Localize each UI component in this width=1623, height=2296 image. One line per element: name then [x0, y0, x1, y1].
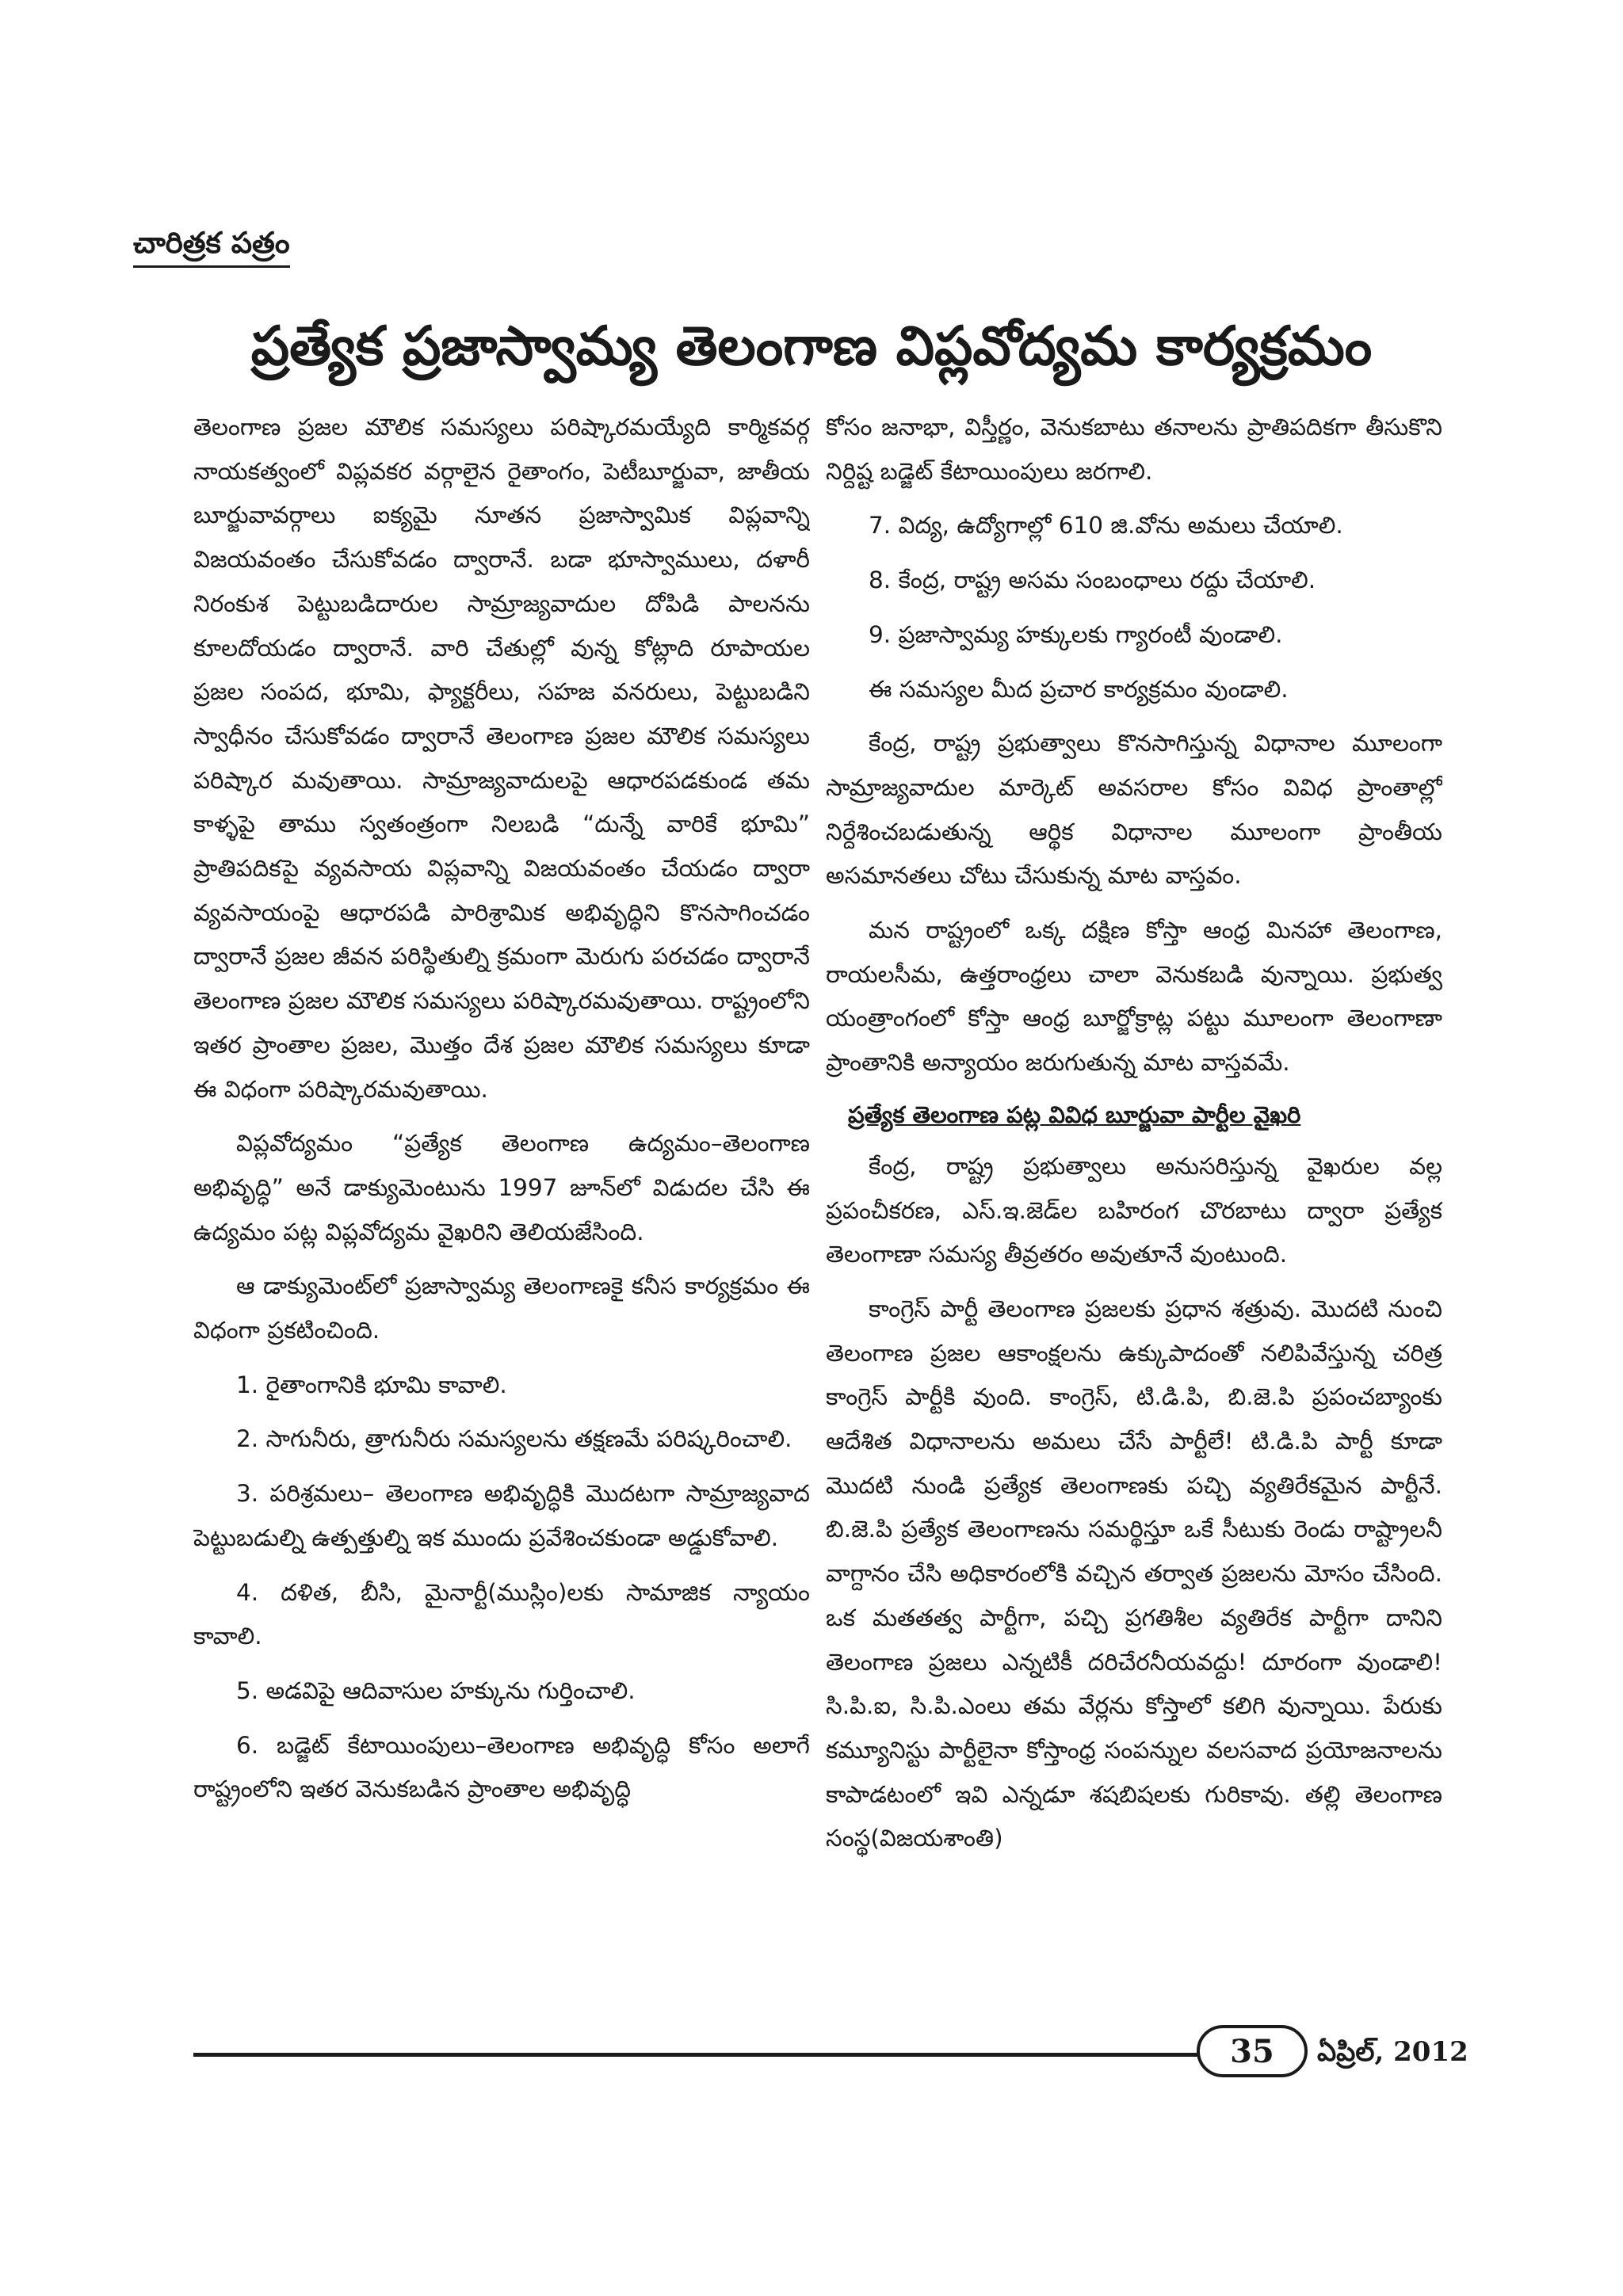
paragraph-intro: తెలంగాణ ప్రజల మౌలిక సమస్యలు పరిష్కారమయ్యేది కార్మికవర్గ నాయకత్వంలో విప్లవకర వర్గాలైన రైతాంగం, పెటీబూర్జువా, జాతీయ బూర్జువావర్గాలు ఐక్యమై నూతన ప్రజాస్వామిక విప్లవాన్ని విజయవంతం చేసుకోవడం ద్వారానే. బడా భూస్వాములు, దళారీ నిరంకుశ పెట్టుబడిదారుల సామ్రాజ్యవాదుల దోపిడి పాలనను కూలదోయడం ద్వారానే. వారి చేతుల్లో వున్న కోట్లాది రూపాయల ప్రజల సంపద, భూమి, ఫ్యాక్టరీలు, సహజ వనరులు, పెట్టుబడిని స్వాధీనం చేసుకోవడం ద్వారానే తెలంగాణ ప్రజల మౌలిక సమస్యలు పరిష్కార మవుతాయి. సామ్రాజ్యవాదులపై ఆధారపడకుండ తమ కాళ్ళపై తాము స్వతంత్రంగా నిలబడి “దున్నే వారికే భూమి” ప్రాతిపదికపై వ్యవసాయ విప్లవాన్ని విజయవంతం చేయడం ద్వారా వ్యవసాయంపై ఆధారపడి పారిశ్రామిక అభివృద్ధిని కొనసాగించడం ద్వారానే ప్రజల జీవన పరిస్థితుల్ని క్రమంగా మెరుగు పరచడం ద్వారానే తెలంగాణ ప్రజల మౌలిక సమస్యలు పరిష్కారమవుతాయి. రాష్ట్రంలోని ఇతర ప్రాంతాల ప్రజల, మొత్తం దేశ ప్రజల మౌలిక సమస్యలు కూడా ఈ విధంగా పరిష్కారమవుతాయి.	[193, 414, 810, 1103]
footer-divider	[193, 2053, 1198, 2057]
left-column	[193, 406, 810, 2003]
article-title: ప్రత్యేక ప్రజాస్వామ్య తెలంగాణ విప్లవోద్యమ కార్యక్రమం	[250, 315, 1373, 378]
paragraph-campaign: ఈ సమస్యల మీద ప్రచార కార్యక్రమం వుండాలి.	[869, 675, 1289, 703]
paragraph-stance: కేంద్ర, రాష్ట్ర ప్రభుత్వాలు అనుసరిస్తున్న వైఖరుల వల్ల ప్రపంచీకరణ, ఎస్.ఇ.జెడ్‌ల బహిరంగ చొరబాటు ద్వారా ప్రత్యేక తెలంగాణా సమస్య తీవ్రతరం అవుతూనే వుంటుంది.	[826, 1152, 1442, 1268]
subheading-party-stances: ప్రత్యేక తెలంగాణ పట్ల వివిధ బూర్జువా పార్టీల వైఖరి	[848, 1100, 1301, 1128]
program-item-8: 8. కేంద్ర, రాష్ట్ర అసమ సంబంధాలు రద్దు చేయాలి.	[869, 566, 1316, 594]
program-item-5: 5. అడవిపై ఆదివాసుల హక్కును గుర్తించాలి.	[236, 1676, 636, 1704]
issue-date: ఏప్రిల్, 2012	[1317, 2036, 1468, 2068]
paragraph-state: మన రాష్ట్రంలో ఒక్క దక్షిణ కోస్తా ఆంధ్ర మినహా తెలంగాణ, రాయలసీమ, ఉత్తరాంధ్రలు చాలా వెనుకబడి వున్నాయి. ప్రభుత్వ యంత్రాంగంలో కోస్తా ఆంధ్ర బూర్జోక్రాట్ల పట్టు మూలంగా తెలంగాణా ప్రాంతానికి అన్యాయం జరుగుతున్న మాట వాస్తవమే.	[826, 917, 1442, 1077]
program-item-2: 2. సాగునీరు, త్రాగునీరు సమస్యలను తక్షణమే పరిష్కరించాలి.	[236, 1425, 792, 1453]
program-item-1: 1. రైతాంగానికి భూమి కావాలి.	[236, 1371, 507, 1398]
section-label: చారిత్రక పత్రం	[133, 224, 290, 268]
paragraph-program-intro: ఆ డాక్యుమెంట్‌లో ప్రజాస్వామ్య తెలంగాణకై కనీస కార్యక్రమం ఈ విధంగా ప్రకటించింది.	[193, 1272, 810, 1344]
program-item-7: 7. విద్య, ఉద్యోగాల్లో 610 జి.వోను అమలు చేయాలి.	[869, 512, 1343, 540]
program-item-6: 6. బడ్జెట్ కేటాయింపులు–తెలంగాణ అభివృద్ధి కోసం అలాగే రాష్ట్రంలోని ఇతర వెనుకబడిన ప్రాంతాల అభివృద్ధి	[193, 1731, 810, 1803]
program-item-3: 3. పరిశ్రమలు– తెలంగాణ అభివృద్ధికి మొదటగా సామ్రాజ్యవాద పెట్టుబడుల్ని ఉత్పత్తుల్ని ఇక ముందు ప్రవేశించకుండా అడ్డుకోవాలి.	[193, 1480, 810, 1551]
paragraph-congress: కాంగ్రెస్ పార్టీ తెలంగాణ ప్రజలకు ప్రధాన శత్రువు. మొదటి నుంచి తెలంగాణ ప్రజల ఆకాంక్షలను ఉక్కుపాదంతో నలిపివేస్తున్న చరిత్ర కాంగ్రెస్ పార్టీకి వుంది. కాంగ్రెస్, టి.డి.పి, బి.జె.పి ప్రపంచబ్యాంకు ఆదేశిత విధానాలను అమలు చేసే పార్టీలే! టి.డి.పి పార్టీ కూడా మొదటి నుండి ప్రత్యేక తెలంగాణకు పచ్చి వ్యతిరేకమైన పార్టీనే. బి.జె.పి ప్రత్యేక తెలంగాణను సమర్థిస్తూ ఒకే సీటుకు రెండు రాష్ట్రాలనీ వాగ్దానం చేసి అధికారంలోకి వచ్చిన తర్వాత ప్రజలను మోసం చేసింది. ఒక మతతత్వ పార్టీగా, పచ్చి ప్రగతిశీల వ్యతిరేక పార్టీగా దానిని తెలంగాణ ప్రజలు ఎన్నటికీ దరిచేరనీయవద్దు! దూరంగా వుండాలి! సి.పి.ఐ, సి.పి.ఎంలు తమ వేర్లను కోస్తాలో కలిగి వున్నాయి. పేరుకు కమ్యూనిస్టు పార్టీలైనా కోస్తాంధ్ర సంపన్నుల వలసవాద ప్రయోజనాలను కాపాడటంలో ఇవి ఎన్నడూ శషబిషలకు గురికావు. తల్లి తెలంగాణ సంస్థ(విజయశాంతి)	[826, 1295, 1442, 1852]
right-column	[826, 406, 1442, 2003]
page-number-badge	[1197, 2025, 1308, 2077]
paragraph-policies: కేంద్ర, రాష్ట్ర ప్రభుత్వాలు కొనసాగిస్తున్న విధానాల మూలంగా సామ్రాజ్యవాదుల మార్కెట్ అవసరాల కోసం వివిధ ప్రాంతాల్లో నిర్దేశించబడుతున్న ఆర్థిక విధానాల మూలంగా ప్రాంతీయ అసమానతలు చోటు చేసుకున్న మాట వాస్తవం.	[826, 730, 1442, 890]
paragraph-document: విప్లవోద్యమం “ప్రత్యేక తెలంగాణ ఉద్యమం–తెలంగాణ అభివృద్ధి” అనే డాక్యుమెంటును 1997 జూన్‌లో విడుదల చేసి ఈ ఉద్యమం పట్ల విప్లవోద్యమ వైఖరిని తెలియజేసింది.	[193, 1130, 810, 1245]
program-item-6-continued: కోసం జనాభా, విస్తీర్ణం, వెనుకబాటు తనాలను ప్రాతిపదికగా తీసుకొని నిర్దిష్ట బడ్జెట్ కేటాయింపులు జరగాలి.	[826, 414, 1442, 485]
program-item-4: 4. దళిత, బీసి, మైనార్టీ(ముస్లిం)లకు సామాజిక న్యాయం కావాలి.	[193, 1578, 810, 1650]
program-item-9: 9. ప్రజాస్వామ్య హక్కులకు గ్యారంటీ వుండాలి.	[869, 620, 1283, 648]
page-number: 35	[1230, 2032, 1274, 2070]
